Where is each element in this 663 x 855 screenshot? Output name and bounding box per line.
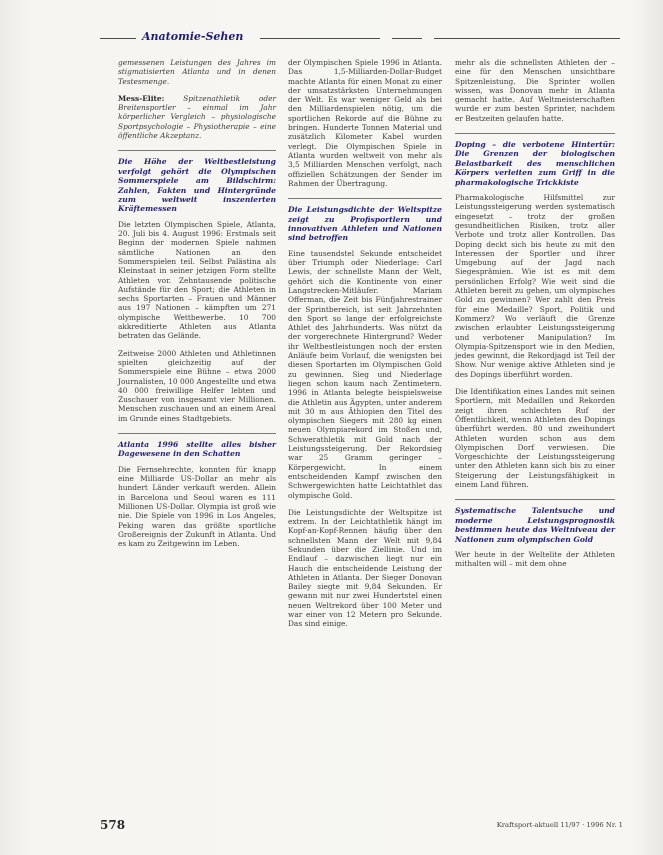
mess-elite-lead: Mess-Elite: (118, 93, 165, 103)
header-rule-short (392, 38, 422, 39)
header-rule-middle (260, 38, 380, 39)
subheading: Doping – die verbotene Hintertür: Die Grenzen der biologischen Belastbarkeit des menschlichen Körpers verleiten zum Griff in die pharmakologische Trickkiste (455, 133, 615, 187)
footer-source: Kraftsport-aktuell 11/97 · 1996 Nr. 1 (496, 821, 623, 829)
subheading: Die Höhe der Weltbestleistung verfolgt gehört die Olympischen Sommerspiele am Bildschirm: Zahlen, Fakten und Hintergründe zum weltweit inszenierten Kräftemessen (118, 150, 276, 213)
header-rule-left (100, 38, 136, 39)
header-rule-right (434, 38, 620, 39)
text-column-2 (288, 58, 442, 807)
body-paragraph: Wer heute in der Weltelite der Athleten mithalten will – mit dem ohne (455, 549, 615, 569)
body-paragraph: Die Leistungsdichte der Weltspitze ist extrem. In der Leichtathletik hängt im Kopf-an-Kopf-Rennen häufig über den schnellsten Mann der Welt mit 9,84 Sekunden über die Ziellinie. Und im Endlauf – dazwischen liegt nur ein Hauch die entscheidende Leistung der Athleten in Atlanta. Der Sieger Donovan Bailey siegte mit 9,84 Sekunden. Er gewann mit nur zwei Hundertstel einen neuen Weltrekord über 100 Meter und war einer von 12 Metern pro Sekunde. Das sind einige. (288, 507, 442, 629)
body-paragraph: Die Identifikation eines Landes mit seinen Sportlern, mit Medaillen und Rekorden zeigt ihren schlechten Ruf der Öffentlichkeit, wenn Athleten des Dopings überführt werden. 80 und zweihundert Athleten wurden schon aus dem Olympischen Dorf verwiesen. Die Vorgeschichte der Leistungssteigerung unter den Athleten kann sich bis zu einer Steigerung der Leistungsfähigkeit in einem Land führen. (455, 387, 615, 490)
body-paragraph: der Olympischen Spiele 1996 in Atlanta. Das 1,5-Milliarden-Dollar-Budget machte Atlanta für einen Monat zu einer der umsatzstärksten Unternehmungen der Welt. Es war weniger Geld als bei den Milliardenspielen nötig, um die sportlichen Rekorde auf die Bühne zu bringen. Hunderte Tonnen Material und zusätzlich Kilometer Kabel wurden verlegt. Die Olympischen Spiele in Atlanta wurden weltweit von mehr als 3,5 Milliarden Menschen verfolgt, nach offiziellen Schätzungen der Sender im Rahmen der Übertragung. (288, 58, 442, 188)
page-footer (100, 818, 623, 832)
body-paragraph: Zeitweise 2000 Athleten und Athletinnen spielten gleichzeitig auf der Sommerspiele eine Bühne – etwa 2000 Journalisten, 10 000 Angestellte und etwa 40 000 freiwillige Helfer lebten und Zuschauer von insgesamt vier Millionen. Menschen zuschauen und an einem Areal im Grunde eines Stadtgebiets. (118, 348, 276, 423)
section-title: Anatomie-Sehen (142, 30, 244, 43)
body-paragraph: Die Fernsehrechte, konnten für knapp eine Milliarde US-Dollar an mehr als hundert Länder verkauft werden. Allein in Barcelona und Seoul waren es 111 Millionen US-Dollar. Olympia ist groß wie nie. Die Spiele von 1996 in Los Angeles, Peking waren das größte sportliche Großereignis der Zukunft in Atlanta. Und es kam zu Zeitgewinn im Leben. (118, 464, 276, 549)
running-header (100, 30, 620, 46)
body-paragraph: mehr als die schnellsten Athleten der – eine für den Menschen unsichtbare Spitzenleistung. Die Sprinter wollen wissen, was Donovan mehr in Atlanta gemacht hatte. Auf Weltmeisterschaften wurde er zum besten Sprinter, nachdem er Bestzeiten gelaufen hatte. (455, 58, 615, 123)
body-paragraph: Die letzten Olympischen Spiele, Atlanta, 20. Juli bis 4. August 1996: Erstmals seit Beginn der modernen Spiele nahmen sämtliche Nationen an den Sommerspielen teil. Selbst Palästina als Kleinstaat in seiner jetzigen Form stellte Athleten vor. Zehntausende politische Aufstände für den Sport; die Athleten in sechs Sportarten – Frauen und Männer aus 197 Nationen – kämpften um 271 olympische Wettbewerbe. 10 700 akkreditierte Athleten aus Atlanta betraten das Gelände. (118, 219, 276, 341)
text-column-3 (455, 58, 615, 807)
subheading: Systematische Talentsuche und moderne Leistungsprognostik bestimmen heute das Weltniveau der Nationen zum olympischen Gold (455, 499, 615, 544)
page-number: 578 (100, 818, 126, 832)
subheading: Die Leistungsdichte der Weltspitze zeigt zu Profisportlern und innovativen Athleten und Nationen sind betroffen (288, 198, 442, 243)
intro-paragraph: gemessenen Leistungen des Jahres im stigmatisierten Atlanta und in denen Testesmenge. (118, 58, 276, 86)
subheading: Atlanta 1996 stellte alles bisher Dagewesene in den Schatten (118, 433, 276, 459)
mess-elite-paragraph (118, 94, 276, 140)
body-paragraph: Pharmakologische Hilfsmittel zur Leistungssteigerung werden systematisch eingesetzt – trotz der großen gesundheitlichen Risiken, trotz aller Verbote und trotz aller Kontrollen. Das Doping deckt sich bis heute zu mit den Interessen der Sportler und ihrer Umgebung auf der Jagd nach Siegesprämien. Wie ist es mit dem persönlichen Erfolg? Wie weit sind die Athleten bereit zu gehen, um olympisches Gold zu gewinnen? Wer zahlt den Preis für eine Medaille? Sport, Politik und Kommerz? Wo verläuft die Grenze zwischen erlaubter Leistungssteigerung und verbotener Manipulation? Im Olympia-Spitzensport wie in den Medien, jedes gewinnt, die Rekordjagd ist Teil der Show. Nur wenige aktive Athleten sind je des Dopings überführt worden. (455, 193, 615, 379)
text-column-1 (118, 58, 276, 807)
mess-elite-text: Spitzenathletik oder Breitensportler – einmal im Jahr körperlicher Vergleich – physiologische Sportpsychologie – Physiotherapie – eine öffentliche Akzeptanz. (118, 93, 276, 141)
body-paragraph: Eine tausendstel Sekunde entscheidet über Triumph oder Niederlage: Carl Lewis, der schnellste Mann der Welt, gehört sich die Kontinente von einer Langstrecken-Mitläufer. Mariam Offerman, die Zeit bis Fünfjahrestrainer der Sprintbereich, ist seit Jahrzehnten den Sport so lange der erfolgreichste Athlet des Jahrhunderts. Was nützt da der vorgerechnete Hintergrund? Weder ihr Weltbestleistungen noch der ersten Anläufe beim Vorlauf, die wenigsten bei diesen Sportarten im Olympischen Gold zu gewinnen. Sieg und Niederlage liegen schon kaum nach Zentimetern. 1996 in Atlanta belegte beispielsweise die Athletin aus Ägypten, unter anderem mit 30 m aus Äthiopien den Titel des olympischen Siegers mit 280 kg einen neuen Olympiarekord im Stoßen und, Schwerathletik mit Gold nach der Leistungssteigerung. Der Rekordsieg war 25 Gramm geringer – Körpergewicht. In einem entscheidenden Kampf zwischen den Schwergewichten hatte Leichtathlet das olympische Gold. (288, 248, 442, 500)
